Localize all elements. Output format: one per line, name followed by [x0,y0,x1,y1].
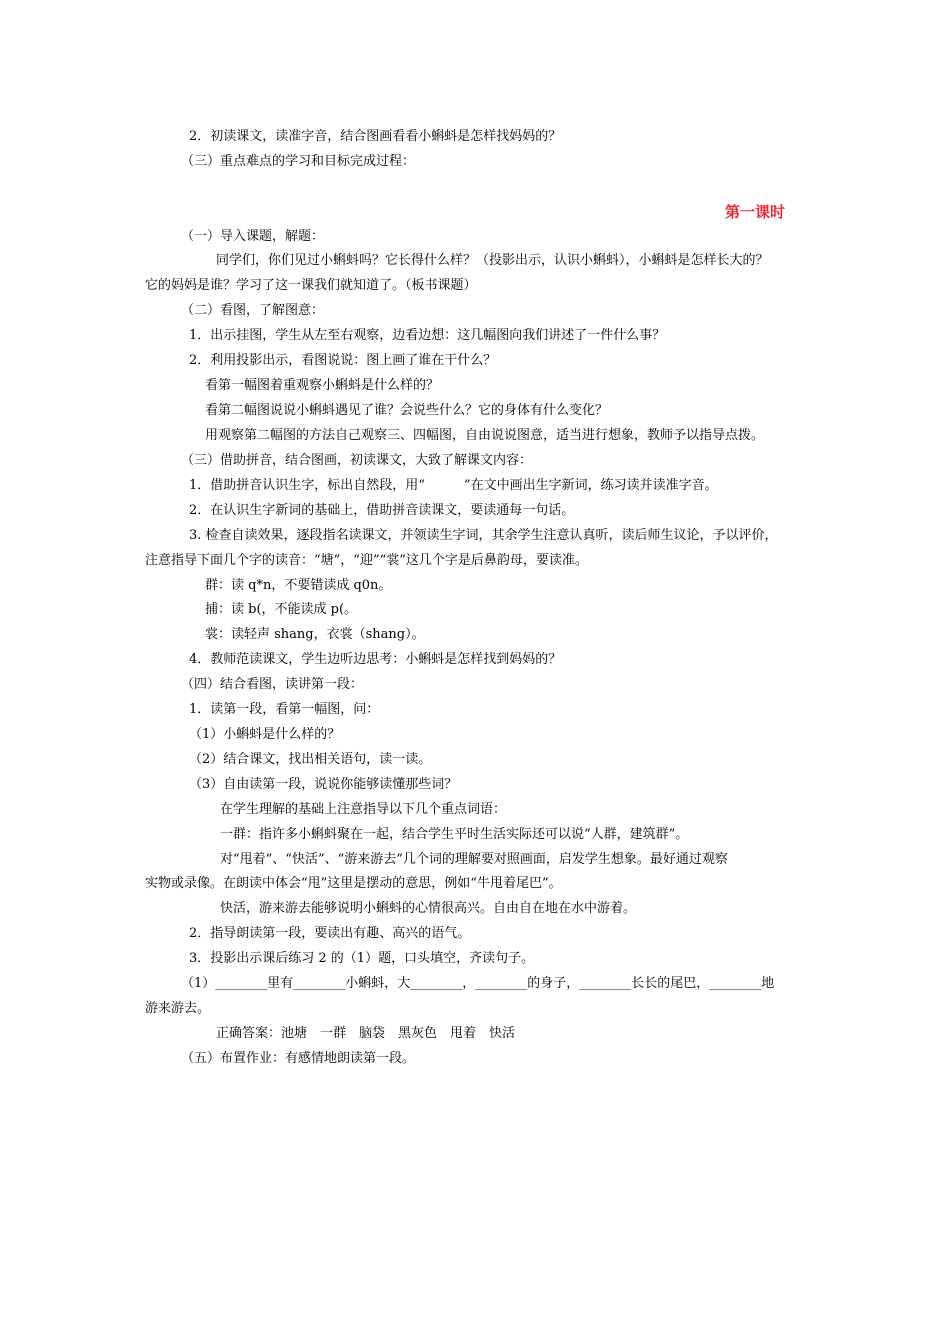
text-line: （三）重点难点的学习和目标完成过程： [181,154,416,169]
text-line: （3）自由读第一段，说说你能够读懂那些词？ [189,777,458,792]
text-line: （三）借助拼音，结合图画，初读课文，大致了解课文内容： [181,453,533,468]
text-line: 群：读 q*n，不要错读成 q0n。 [205,578,392,593]
text-line: （2）结合课文，找出相关语句，读一读。 [189,752,432,767]
text-line: 4．教师范读课文，学生边听边思考：小蝌蚪是怎样找到妈妈的？ [189,652,562,667]
text-line: 它的妈妈是谁？学习了这一课我们就知道了。（板书课题） [145,278,477,293]
text-line: 看第一幅图着重观察小蝌蚪是什么样的？ [205,378,440,393]
text-line: （一）导入课题，解题： [181,229,325,244]
section-heading-text: 第一课时 [724,203,785,221]
text-line: 捕：读 b(，不能读成 p(。 [205,602,358,617]
text-line: （1）小蝌蚪是什么样的？ [189,727,341,742]
text-line: 1．读第一段，看第一幅图，问： [189,702,380,717]
text-line: （二）看图，了解图意： [181,303,325,318]
text-line: 注意指导下面几个字的读音：“塘”，“迎”“裳”这几个字是后鼻韵母，要读准。 [145,553,588,568]
text-line: （五）布置作业：有感情地朗读第一段。 [181,1051,416,1066]
text-line: 裳：读轻声 shang，衣裳（shang）。 [205,627,425,642]
text-line: 1．借助拼音认识生字，标出自然段，用“ ”在文中画出生字新词，练习读并读准字音。 [189,478,718,493]
text-line: 2．初读课文，读准字音，结合图画看看小蝌蚪是怎样找妈妈的？ [189,129,562,144]
text-line: 同学们，你们见过小蝌蚪吗？它长得什么样？（投影出示，认识小蝌蚪），小蝌蚪是怎样长大的？ [216,253,769,268]
text-line: （四）结合看图，读讲第一段： [181,677,364,692]
text-line: 看第二幅图说说小蝌蚪遇见了谁？会说些什么？它的身体有什么变化？ [205,403,609,418]
text-line: 一群：指许多小蝌蚪聚在一起，结合学生平时生活实际还可以说“人群，建筑群”。 [220,827,689,842]
text-line: 用观察第二幅图的方法自己观察三、四幅图，自由说说图意，适当进行想象，教师予以指导点拨。 [205,428,765,443]
text-line: 2．利用投影出示，看图说说：图上画了谁在干什么？ [189,353,497,368]
text-line: 实物或录像。在朗读中体会“甩”这里是摆动的意思，例如“牛甩着尾巴”。 [145,876,562,891]
text-line: 游来游去。 [145,1001,211,1016]
text-line: 2．在认识生字新词的基础上，借助拼音读课文，要读通每一句话。 [189,503,575,518]
text-line: 2．指导朗读第一段，要读出有趣、高兴的语气。 [189,926,471,941]
text-line: 正确答案：池塘 一群 脑袋 黑灰色 甩着 快活 [216,1026,516,1041]
text-line: 快活，游来游去能够说明小蝌蚪的心情很高兴。自由自在地在水中游着。 [220,901,637,916]
text-line: 在学生理解的基础上注意指导以下几个重点词语： [220,802,507,817]
text-line: （1）________里有________小蝌蚪，大________，________的身子，________长长的尾巴，________地 [181,976,775,991]
section-heading [0,202,785,222]
text-line: 1．出示挂图，学生从左至右观察，边看边想：这几幅图向我们讲述了一件什么事？ [189,328,666,343]
text-line: 3．投影出示课后练习 2 的（1）题，口头填空，齐读句子。 [189,951,535,966]
text-line: 对“甩着”、“快活”、“游来游去”几个词的理解要对照画面，启发学生想象。最好通过观察 [220,852,728,867]
text-line: 3. 检查自读效果，逐段指名读课文，并领读生字词，其余学生注意认真听，读后师生议论，予以评价， [189,528,778,543]
